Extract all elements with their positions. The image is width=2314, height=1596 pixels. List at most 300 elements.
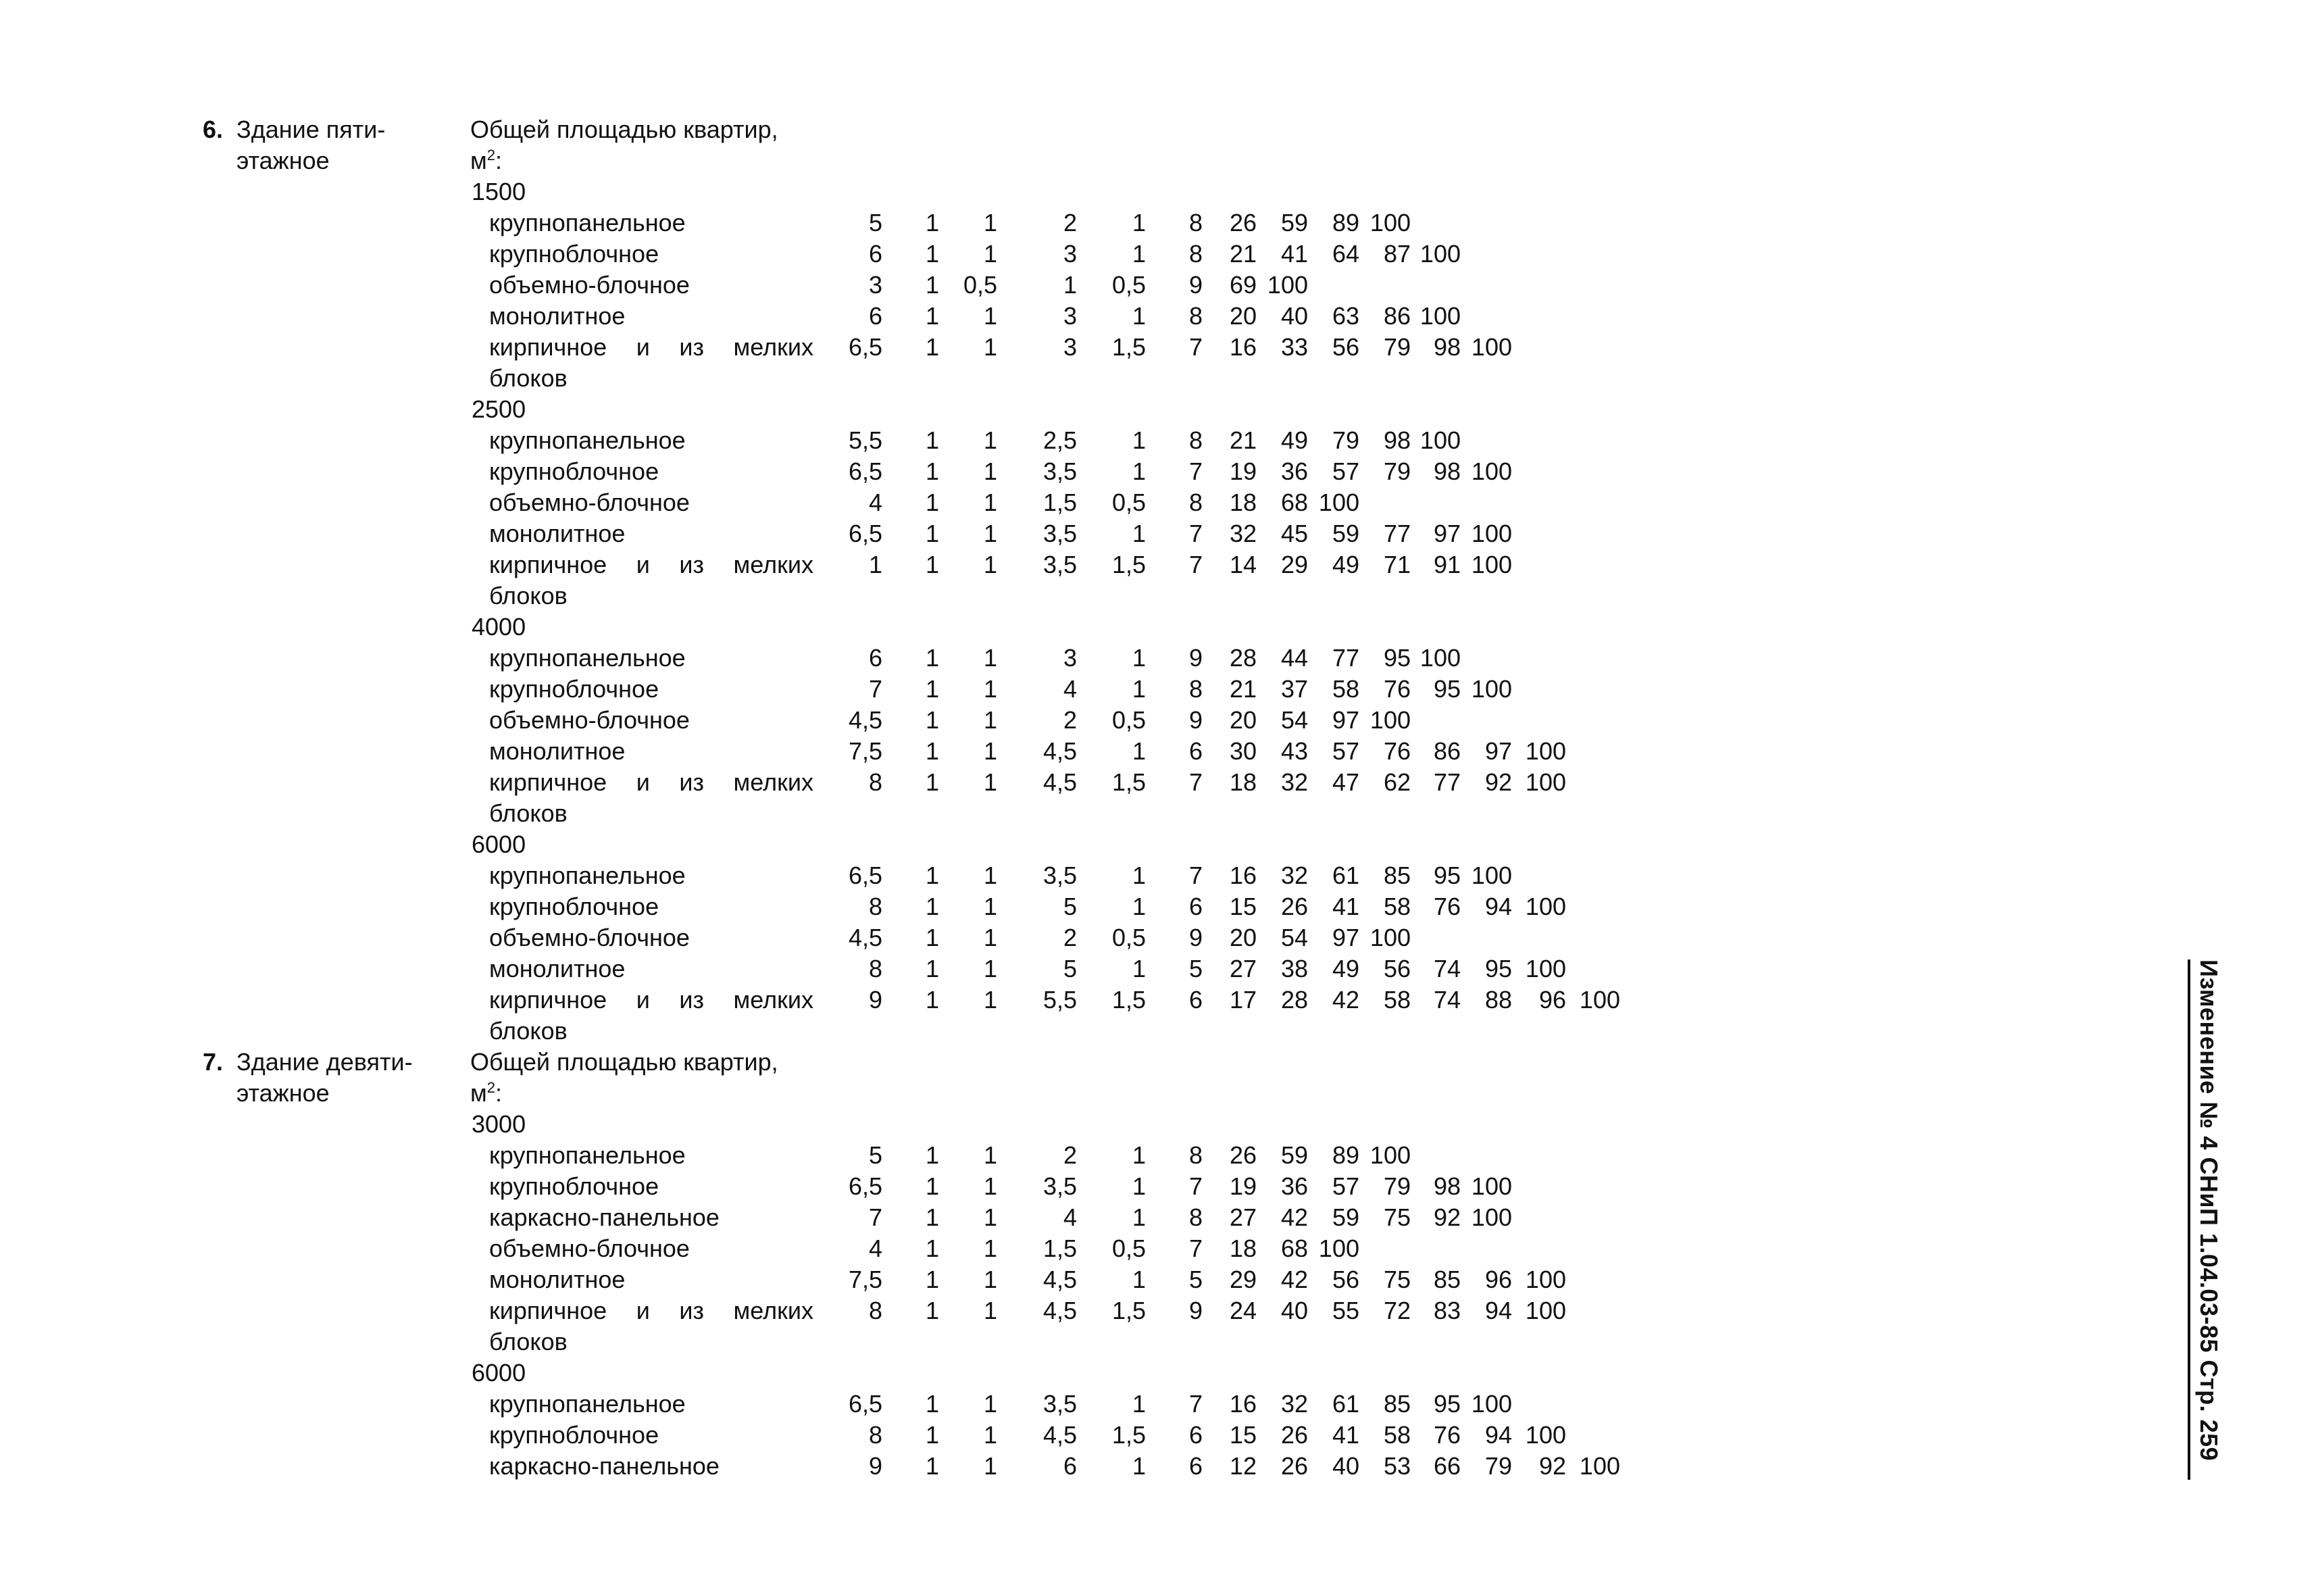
value-cell: 1,5 (1111, 1421, 1146, 1449)
percent-cell: 59 (1280, 209, 1308, 236)
value-cell: 1 (983, 1266, 997, 1293)
value-cell: 1 (983, 333, 997, 361)
value-cell: 6 (868, 240, 882, 268)
section-title-line: Здание девяти- (236, 1048, 413, 1076)
value-cell: 2 (1063, 924, 1077, 951)
area-heading: 4000 (472, 613, 526, 641)
percent-cell: 62 (1383, 768, 1411, 796)
percent-cell: 40 (1280, 1297, 1308, 1324)
percent-cell: 98 (1433, 1172, 1461, 1200)
value-cell: 8 (868, 768, 882, 796)
section-number: 6. (203, 116, 224, 143)
percent-cell: 59 (1280, 1141, 1308, 1169)
value-cell: 3,5 (1042, 1390, 1077, 1418)
row-name: крупнопанельное (489, 644, 686, 672)
percent-cell: 26 (1280, 1421, 1308, 1449)
percent-cell: 68 (1280, 1235, 1308, 1262)
row-name: крупноблочное (489, 240, 659, 268)
value-cell: 4 (868, 489, 882, 516)
value-cell: 8 (1188, 302, 1203, 330)
percent-cell: 27 (1229, 1203, 1257, 1231)
value-cell: 1 (1132, 302, 1146, 330)
section-title-line: этажное (236, 1079, 330, 1107)
percent-cell: 58 (1383, 1421, 1411, 1449)
percent-cell: 20 (1229, 706, 1257, 734)
area-heading: 2500 (472, 395, 526, 423)
row-name: крупноблочное (489, 675, 659, 703)
percent-cell: 66 (1433, 1452, 1461, 1480)
value-cell: 1,5 (1111, 986, 1146, 1014)
row-name: крупнопанельное (489, 209, 686, 236)
value-cell: 5 (1188, 1266, 1203, 1293)
percent-cell: 100 (1471, 1203, 1512, 1231)
caption-unit (470, 146, 502, 176)
value-cell: 1 (983, 426, 997, 454)
value-cell: 0,5 (1111, 706, 1146, 734)
row-name: объемно-блочное (489, 706, 690, 734)
percent-cell: 18 (1229, 489, 1257, 516)
value-cell: 1 (1132, 240, 1146, 268)
percent-cell: 58 (1383, 986, 1411, 1014)
value-cell: 7 (1188, 1172, 1203, 1200)
value-cell: 1,5 (1111, 333, 1146, 361)
caption-unit-superscript: 2 (486, 1079, 495, 1096)
value-cell: 7,5 (848, 737, 882, 765)
percent-cell: 42 (1280, 1266, 1308, 1293)
percent-cell: 17 (1229, 986, 1257, 1014)
value-cell: 7 (1188, 768, 1203, 796)
percent-cell: 96 (1538, 986, 1566, 1014)
value-cell: 6 (1188, 1452, 1203, 1480)
caption-unit-superscript: 2 (486, 147, 495, 164)
value-cell: 9 (1188, 924, 1203, 951)
area-heading: 1500 (472, 178, 526, 205)
percent-cell: 57 (1332, 457, 1359, 485)
row-name: монолитное (489, 737, 626, 765)
value-cell: 7 (1188, 333, 1203, 361)
percent-cell: 28 (1229, 644, 1257, 672)
value-cell: 1 (983, 706, 997, 734)
percent-cell: 19 (1229, 457, 1257, 485)
row-name: каркасно-панельное (489, 1452, 720, 1480)
row-name: монолитное (489, 955, 626, 982)
percent-cell: 100 (1369, 924, 1411, 951)
percent-cell: 100 (1471, 333, 1512, 361)
percent-cell: 76 (1433, 1421, 1461, 1449)
value-cell: 2 (1063, 706, 1077, 734)
value-cell: 1 (925, 737, 939, 765)
percent-cell: 100 (1471, 457, 1512, 485)
value-cell: 1,5 (1111, 768, 1146, 796)
row-name: кирпичное и из мелких (489, 1297, 813, 1324)
percent-cell: 45 (1280, 520, 1308, 547)
value-cell: 1 (1132, 737, 1146, 765)
percent-cell: 100 (1525, 1297, 1566, 1324)
area-heading: 6000 (472, 830, 526, 858)
value-cell: 3,5 (1042, 862, 1077, 889)
value-cell: 1 (1132, 862, 1146, 889)
percent-cell: 100 (1471, 862, 1512, 889)
value-cell: 1 (1132, 1172, 1146, 1200)
value-cell: 6 (1188, 986, 1203, 1014)
percent-cell: 63 (1332, 302, 1359, 330)
value-cell: 3 (1063, 644, 1077, 672)
value-cell: 8 (1188, 489, 1203, 516)
percent-cell: 56 (1332, 333, 1359, 361)
percent-cell: 29 (1229, 1266, 1257, 1293)
value-cell: 1 (1132, 1390, 1146, 1418)
percent-cell: 40 (1280, 302, 1308, 330)
value-cell: 8 (1188, 240, 1203, 268)
value-cell: 1 (925, 955, 939, 982)
value-cell: 1 (983, 737, 997, 765)
percent-cell: 95 (1383, 644, 1411, 672)
value-cell: 6 (1063, 1452, 1077, 1480)
value-cell: 1 (983, 209, 997, 236)
caption-unit-colon: : (495, 147, 503, 174)
percent-cell: 44 (1280, 644, 1308, 672)
percent-cell: 15 (1229, 1421, 1257, 1449)
percent-cell: 96 (1484, 1266, 1512, 1293)
value-cell: 7 (1188, 862, 1203, 889)
row-name: кирпичное и из мелких (489, 986, 813, 1014)
percent-cell: 100 (1579, 1452, 1620, 1480)
value-cell: 1 (925, 893, 939, 920)
value-cell: 7 (1188, 551, 1203, 578)
value-cell: 3,5 (1042, 520, 1077, 547)
section-title-line: Здание пяти- (236, 116, 386, 143)
value-cell: 1 (983, 1390, 997, 1418)
percent-cell: 69 (1229, 271, 1257, 299)
percent-cell: 86 (1433, 737, 1461, 765)
value-cell: 1 (983, 1172, 997, 1200)
value-cell: 1 (925, 986, 939, 1014)
value-cell: 1 (868, 551, 882, 578)
value-cell: 1 (983, 240, 997, 268)
value-cell: 1 (925, 1421, 939, 1449)
percent-cell: 64 (1332, 240, 1359, 268)
percent-cell: 85 (1383, 1390, 1411, 1418)
value-cell: 1 (925, 209, 939, 236)
percent-cell: 20 (1229, 924, 1257, 951)
percent-cell: 88 (1484, 986, 1512, 1014)
percent-cell: 100 (1471, 675, 1512, 703)
row-name: монолитное (489, 302, 626, 330)
value-cell: 0,5 (963, 271, 997, 299)
value-cell: 5,5 (1042, 986, 1077, 1014)
percent-cell: 42 (1332, 986, 1359, 1014)
percent-cell: 27 (1229, 955, 1257, 982)
percent-cell: 71 (1383, 551, 1411, 578)
row-name: каркасно-панельное (489, 1203, 720, 1231)
value-cell: 1 (983, 1203, 997, 1231)
value-cell: 2 (1063, 209, 1077, 236)
percent-cell: 32 (1280, 862, 1308, 889)
value-cell: 3 (868, 271, 882, 299)
percent-cell: 76 (1433, 893, 1461, 920)
percent-cell: 36 (1280, 1172, 1308, 1200)
caption-unit-colon: : (495, 1079, 503, 1107)
percent-cell: 32 (1229, 520, 1257, 547)
percent-cell: 79 (1484, 1452, 1512, 1480)
percent-cell: 47 (1332, 768, 1359, 796)
value-cell: 1 (983, 1235, 997, 1262)
percent-cell: 83 (1433, 1297, 1461, 1324)
percent-cell: 94 (1484, 893, 1512, 920)
value-cell: 1 (983, 520, 997, 547)
percent-cell: 89 (1332, 1141, 1359, 1169)
value-cell: 2,5 (1042, 426, 1077, 454)
value-cell: 6 (868, 302, 882, 330)
percent-cell: 38 (1280, 955, 1308, 982)
percent-cell: 59 (1332, 520, 1359, 547)
value-cell: 1 (925, 520, 939, 547)
value-cell: 1 (925, 1203, 939, 1231)
percent-cell: 37 (1280, 675, 1308, 703)
percent-cell: 26 (1229, 1141, 1257, 1169)
percent-cell: 100 (1369, 1141, 1411, 1169)
value-cell: 0,5 (1111, 489, 1146, 516)
percent-cell: 54 (1280, 924, 1308, 951)
percent-cell: 41 (1332, 1421, 1359, 1449)
value-cell: 1 (1132, 1203, 1146, 1231)
percent-cell: 100 (1369, 209, 1411, 236)
percent-cell: 92 (1484, 768, 1512, 796)
percent-cell: 41 (1332, 893, 1359, 920)
value-cell: 7 (1188, 1390, 1203, 1418)
value-cell: 1 (983, 862, 997, 889)
percent-cell: 56 (1383, 955, 1411, 982)
percent-cell: 100 (1525, 893, 1566, 920)
value-cell: 1,5 (1111, 1297, 1146, 1324)
value-cell: 9 (868, 1452, 882, 1480)
value-cell: 1 (925, 551, 939, 578)
percent-cell: 43 (1280, 737, 1308, 765)
value-cell: 1 (925, 457, 939, 485)
percent-cell: 24 (1229, 1297, 1257, 1324)
value-cell: 1 (1132, 426, 1146, 454)
value-cell: 0,5 (1111, 1235, 1146, 1262)
row-name-continuation: блоков (489, 364, 568, 392)
value-cell: 3,5 (1042, 1172, 1077, 1200)
row-name-continuation: блоков (489, 799, 568, 827)
row-name: крупноблочное (489, 893, 659, 920)
percent-cell: 68 (1280, 489, 1308, 516)
row-name: крупноблочное (489, 1421, 659, 1449)
row-name: объемно-блочное (489, 1235, 690, 1262)
value-cell: 4,5 (1042, 737, 1077, 765)
value-cell: 7 (1188, 520, 1203, 547)
percent-cell: 76 (1383, 737, 1411, 765)
percent-cell: 19 (1229, 1172, 1257, 1200)
value-cell: 5 (868, 1141, 882, 1169)
percent-cell: 29 (1280, 551, 1308, 578)
row-name: крупноблочное (489, 1172, 659, 1200)
percent-cell: 97 (1332, 706, 1359, 734)
percent-cell: 21 (1229, 240, 1257, 268)
percent-cell: 97 (1433, 520, 1461, 547)
percent-cell: 14 (1229, 551, 1257, 578)
value-cell: 5 (1063, 893, 1077, 920)
value-cell: 4 (1063, 675, 1077, 703)
value-cell: 1 (925, 271, 939, 299)
percent-cell: 92 (1538, 1452, 1566, 1480)
percent-cell: 100 (1525, 1266, 1566, 1293)
percent-cell: 74 (1433, 955, 1461, 982)
value-cell: 1 (925, 675, 939, 703)
value-cell: 1 (1132, 644, 1146, 672)
percent-cell: 100 (1318, 489, 1359, 516)
row-name: крупнопанельное (489, 862, 686, 889)
value-cell: 1 (983, 489, 997, 516)
percent-cell: 16 (1229, 862, 1257, 889)
percent-cell: 36 (1280, 457, 1308, 485)
percent-cell: 100 (1318, 1235, 1359, 1262)
value-cell: 9 (1188, 271, 1203, 299)
percent-cell: 33 (1280, 333, 1308, 361)
percent-cell: 100 (1525, 955, 1566, 982)
value-cell: 8 (1188, 209, 1203, 236)
percent-cell: 98 (1383, 426, 1411, 454)
value-cell: 7 (1188, 457, 1203, 485)
value-cell: 1,5 (1042, 489, 1077, 516)
value-cell: 9 (868, 986, 882, 1014)
percent-cell: 15 (1229, 893, 1257, 920)
value-cell: 5 (868, 209, 882, 236)
value-cell: 5 (1188, 955, 1203, 982)
percent-cell: 100 (1419, 240, 1461, 268)
area-heading: 6000 (472, 1359, 526, 1387)
value-cell: 1 (1132, 1141, 1146, 1169)
row-name: крупнопанельное (489, 1141, 686, 1169)
caption-line: Общей площадью квартир, (470, 116, 778, 143)
percent-cell: 74 (1433, 986, 1461, 1014)
value-cell: 1 (983, 1297, 997, 1324)
percent-cell: 49 (1332, 551, 1359, 578)
percent-cell: 100 (1579, 986, 1620, 1014)
percent-cell: 16 (1229, 1390, 1257, 1418)
value-cell: 3 (1063, 240, 1077, 268)
percent-cell: 57 (1332, 737, 1359, 765)
value-cell: 4,5 (1042, 768, 1077, 796)
value-cell: 1 (925, 1141, 939, 1169)
value-cell: 1 (925, 333, 939, 361)
value-cell: 1 (983, 644, 997, 672)
value-cell: 1 (983, 1141, 997, 1169)
value-cell: 9 (1188, 1297, 1203, 1324)
value-cell: 1 (925, 706, 939, 734)
percent-cell: 75 (1383, 1203, 1411, 1231)
row-name-continuation: блоков (489, 582, 568, 609)
value-cell: 1 (983, 986, 997, 1014)
percent-cell: 91 (1433, 551, 1461, 578)
row-name-continuation: блоков (489, 1017, 568, 1045)
value-cell: 4,5 (1042, 1421, 1077, 1449)
value-cell: 6,5 (848, 333, 882, 361)
percent-cell: 77 (1433, 768, 1461, 796)
value-cell: 1 (1132, 675, 1146, 703)
percent-cell: 92 (1433, 1203, 1461, 1231)
percent-cell: 20 (1229, 302, 1257, 330)
value-cell: 1 (983, 924, 997, 951)
value-cell: 8 (1188, 426, 1203, 454)
value-cell: 6 (1188, 737, 1203, 765)
percent-cell: 58 (1383, 893, 1411, 920)
percent-cell: 18 (1229, 768, 1257, 796)
percent-cell: 32 (1280, 768, 1308, 796)
value-cell: 8 (1188, 1141, 1203, 1169)
percent-cell: 100 (1419, 302, 1461, 330)
value-cell: 1 (925, 1452, 939, 1480)
value-cell: 1 (983, 457, 997, 485)
percent-cell: 79 (1332, 426, 1359, 454)
value-cell: 1 (983, 675, 997, 703)
percent-cell: 76 (1383, 675, 1411, 703)
value-cell: 1 (983, 893, 997, 920)
value-cell: 1 (925, 1172, 939, 1200)
value-cell: 6,5 (848, 457, 882, 485)
row-name: крупнопанельное (489, 426, 686, 454)
value-cell: 8 (868, 1297, 882, 1324)
percent-cell: 41 (1280, 240, 1308, 268)
caption-unit-letter: м (470, 1079, 487, 1107)
percent-cell: 49 (1332, 955, 1359, 982)
percent-cell: 85 (1383, 862, 1411, 889)
value-cell: 1 (925, 768, 939, 796)
value-cell: 6 (1188, 1421, 1203, 1449)
percent-cell: 95 (1433, 675, 1461, 703)
percent-cell: 61 (1332, 862, 1359, 889)
value-cell: 1 (1132, 893, 1146, 920)
percent-cell: 100 (1369, 706, 1411, 734)
value-cell: 1 (983, 302, 997, 330)
value-cell: 8 (868, 955, 882, 982)
value-cell: 3,5 (1042, 551, 1077, 578)
percent-cell: 100 (1471, 520, 1512, 547)
value-cell: 7 (868, 1203, 882, 1231)
row-name: крупнопанельное (489, 1390, 686, 1418)
percent-cell: 54 (1280, 706, 1308, 734)
value-cell: 1,5 (1111, 551, 1146, 578)
percent-cell: 12 (1229, 1452, 1257, 1480)
value-cell: 1 (1132, 520, 1146, 547)
percent-cell: 94 (1484, 1421, 1512, 1449)
percent-cell: 87 (1383, 240, 1411, 268)
value-cell: 1 (925, 489, 939, 516)
percent-cell: 42 (1280, 1203, 1308, 1231)
value-cell: 1 (1132, 209, 1146, 236)
percent-cell: 72 (1383, 1297, 1411, 1324)
percent-cell: 100 (1267, 271, 1308, 299)
value-cell: 4,5 (848, 706, 882, 734)
percent-cell: 16 (1229, 333, 1257, 361)
percent-cell: 77 (1383, 520, 1411, 547)
percent-cell: 89 (1332, 209, 1359, 236)
percent-cell: 97 (1332, 924, 1359, 951)
row-name: кирпичное и из мелких (489, 768, 813, 796)
running-header: Изменение № 4 СНиП 1.04.03-85 Стр. 259 (2188, 959, 2227, 1480)
percent-cell: 61 (1332, 1390, 1359, 1418)
value-cell: 8 (1188, 1203, 1203, 1231)
percent-cell: 100 (1525, 768, 1566, 796)
value-cell: 1 (925, 426, 939, 454)
percent-cell: 77 (1332, 644, 1359, 672)
percent-cell: 100 (1525, 1421, 1566, 1449)
value-cell: 4 (1063, 1203, 1077, 1231)
section-title-line: этажное (236, 147, 330, 174)
value-cell: 1 (925, 1390, 939, 1418)
percent-cell: 85 (1433, 1266, 1461, 1293)
